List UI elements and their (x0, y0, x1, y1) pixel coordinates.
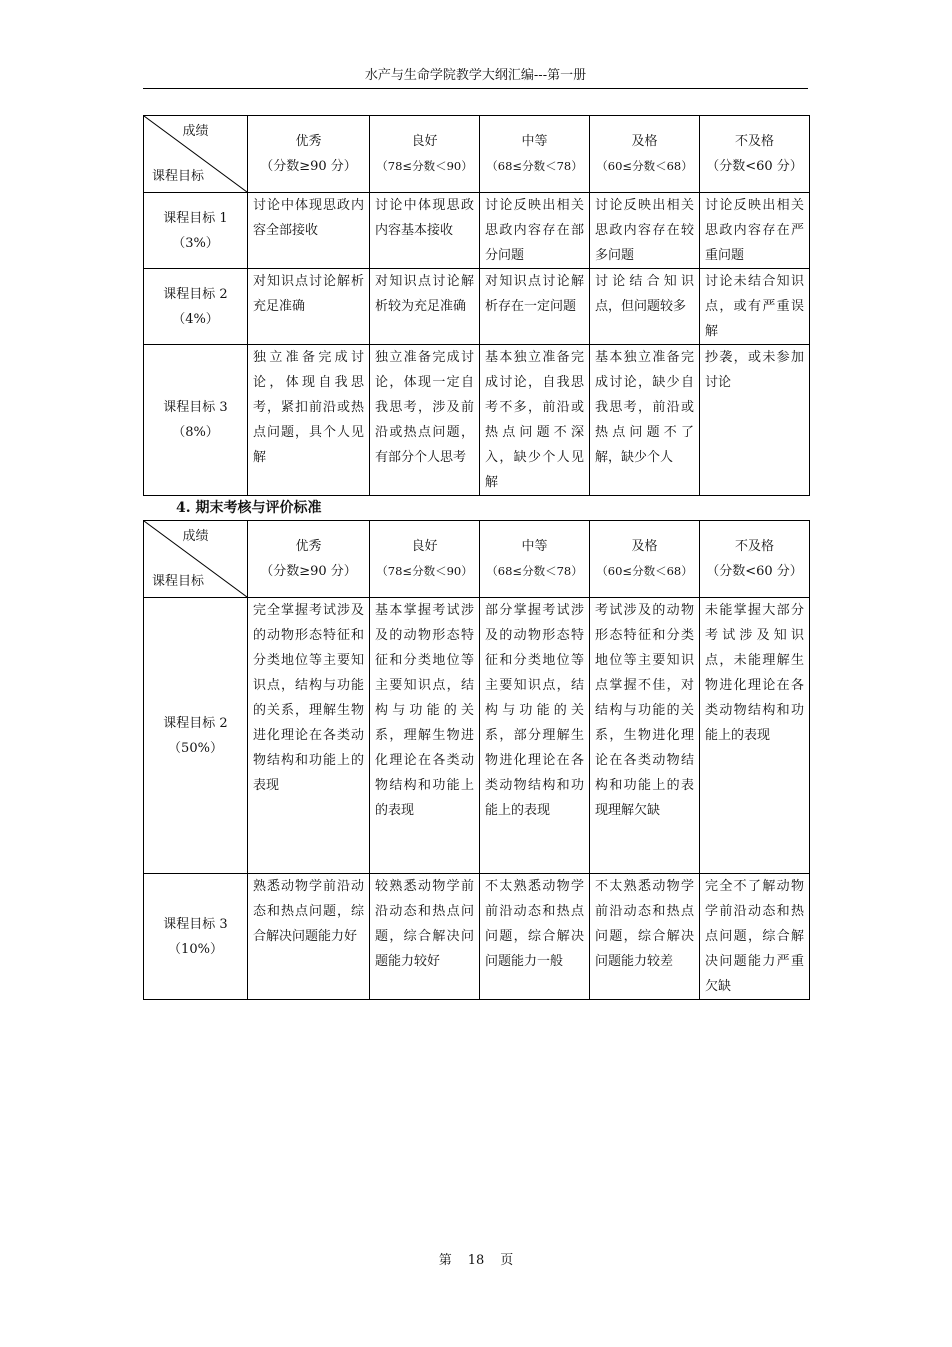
criteria-cell: 讨论反映出相关思政内容存在部分问题 (480, 193, 590, 269)
grade-range: （分数≥90 分） (260, 159, 357, 174)
table-row (144, 193, 810, 269)
rubric-table-final-exam (143, 520, 810, 1000)
goal-label: 课程目标 2 (163, 715, 228, 731)
grade-name: 优秀 (295, 134, 322, 149)
criteria-cell: 讨论结合知识点，但问题较多 (590, 269, 700, 345)
grade-header (590, 521, 700, 598)
table-corner-cell (144, 116, 248, 193)
criteria-cell: 基本独立准备完成讨论，缺少自我思考，前沿或热点问题不了解，缺少个人 (590, 345, 700, 496)
grade-header (480, 521, 590, 598)
goal-weight: （10%） (168, 941, 223, 957)
grade-header (700, 116, 810, 193)
grade-name: 中等 (521, 134, 548, 149)
grade-name: 及格 (631, 539, 658, 554)
goal-weight: （8%） (172, 425, 219, 440)
grade-name: 良好 (411, 539, 438, 554)
grade-header (370, 521, 480, 598)
corner-label-goal: 课程目标 (152, 574, 205, 589)
table-row (144, 269, 810, 345)
page-footer (0, 1249, 952, 1268)
criteria-cell: 不太熟悉动物学前沿动态和热点问题，综合解决问题能力较差 (590, 874, 700, 1000)
criteria-cell: 完全掌握考试涉及的动物形态特征和分类地位等主要知识点，结构与功能的关系，理解生物进化理论在各类动物结构和功能上的表现 (248, 598, 370, 874)
criteria-cell: 讨论反映出相关思政内容存在严重问题 (700, 193, 810, 269)
criteria-cell: 部分掌握考试涉及的动物形态特征和分类地位等主要知识点，结构与功能的关系，部分理解生物进化理论在各类动物结构和功能上的表现 (480, 598, 590, 874)
section-title: 4. 期末考核与评价标准 (176, 500, 322, 516)
goal-cell (144, 598, 248, 874)
grade-header (480, 116, 590, 193)
page-number-prefix: 第 (438, 1253, 452, 1268)
criteria-cell: 讨论未结合知识点，或有严重误解 (700, 269, 810, 345)
criteria-cell: 讨论反映出相关思政内容存在较多问题 (590, 193, 700, 269)
grade-range: （60≤分数＜68） (596, 564, 693, 578)
criteria-cell: 考试涉及的动物形态特征和分类地位等主要知识点掌握不佳，对结构与功能的关系，生物进化理论在各类动物结构和功能上的表现理解欠缺 (590, 598, 700, 874)
criteria-cell: 对知识点讨论解析较为充足准确 (370, 269, 480, 345)
grade-header (370, 116, 480, 193)
corner-label-grade: 成绩 (182, 124, 209, 139)
goal-cell (144, 345, 248, 496)
grade-header (590, 116, 700, 193)
criteria-cell: 讨论中体现思政内容全部接收 (248, 193, 370, 269)
grade-range: （分数<60 分） (706, 564, 803, 579)
criteria-cell: 未能掌握大部分考试涉及知识点，未能理解生物进化理论在各类动物结构和功能上的表现 (700, 598, 810, 874)
goal-weight: （4%） (172, 311, 219, 327)
criteria-cell: 基本独立准备完成讨论，自我思考不多，前沿或热点问题不深入，缺少个人见解 (480, 345, 590, 496)
goal-label: 课程目标 2 (163, 286, 228, 302)
criteria-cell: 不太熟悉动物学前沿动态和热点问题，综合解决问题能力一般 (480, 874, 590, 1000)
grade-range: （68≤分数＜78） (486, 564, 583, 578)
table-corner-cell (144, 521, 248, 598)
grade-name: 不及格 (734, 539, 774, 554)
grade-range: （分数≥90 分） (260, 564, 357, 579)
grade-name: 不及格 (734, 134, 774, 149)
goal-weight: （50%） (168, 740, 223, 756)
page-header: 水产与生命学院教学大纲汇编---第一册 (364, 68, 587, 83)
grade-range: （78≤分数＜90） (376, 564, 473, 578)
grade-header (700, 521, 810, 598)
rubric-table-discussion (143, 115, 810, 496)
goal-weight: （3%） (172, 235, 219, 251)
criteria-cell: 对知识点讨论解析存在一定问题 (480, 269, 590, 345)
criteria-cell: 独立准备完成讨论，体现一定自我思考，涉及前沿或热点问题，有部分个人思考 (370, 345, 480, 496)
goal-cell (144, 874, 248, 1000)
grade-name: 优秀 (295, 539, 322, 554)
criteria-cell: 抄袭，或未参加讨论 (700, 345, 810, 496)
grade-range: （60≤分数＜68） (596, 159, 693, 173)
goal-label: 课程目标 3 (163, 400, 228, 415)
criteria-cell: 对知识点讨论解析充足准确 (248, 269, 370, 345)
criteria-cell: 讨论中体现思政内容基本接收 (370, 193, 480, 269)
grade-header (248, 116, 370, 193)
goal-label: 课程目标 3 (163, 916, 228, 932)
criteria-cell: 完全不了解动物学前沿动态和热点问题，综合解决问题能力严重欠缺 (700, 874, 810, 1000)
header-rule (143, 88, 808, 89)
grade-range: （78≤分数＜90） (376, 159, 473, 173)
table-row (144, 345, 810, 496)
goal-label: 课程目标 1 (163, 210, 228, 226)
grade-name: 中等 (521, 539, 548, 554)
grade-range: （分数<60 分） (706, 159, 803, 174)
grade-header (248, 521, 370, 598)
criteria-cell: 较熟悉动物学前沿动态和热点问题，综合解决问题能力较好 (370, 874, 480, 1000)
criteria-cell: 独立准备完成讨论，体现自我思考，紧扣前沿或热点问题，具个人见解 (248, 345, 370, 496)
criteria-cell: 基本掌握考试涉及的动物形态特征和分类地位等主要知识点，结构与功能的关系，理解生物进化理论在各类动物结构和功能上的表现 (370, 598, 480, 874)
goal-cell (144, 193, 248, 269)
grade-name: 良好 (411, 134, 438, 149)
grade-name: 及格 (631, 134, 658, 149)
corner-label-goal: 课程目标 (152, 169, 205, 184)
grade-range: （68≤分数＜78） (486, 159, 583, 173)
goal-cell (144, 269, 248, 345)
table-row (144, 874, 810, 1000)
criteria-cell: 熟悉动物学前沿动态和热点问题，综合解决问题能力好 (248, 874, 370, 1000)
page-number: 18 (467, 1253, 485, 1268)
page-number-suffix: 页 (500, 1253, 514, 1268)
table-row (144, 598, 810, 874)
corner-label-grade: 成绩 (182, 529, 209, 544)
